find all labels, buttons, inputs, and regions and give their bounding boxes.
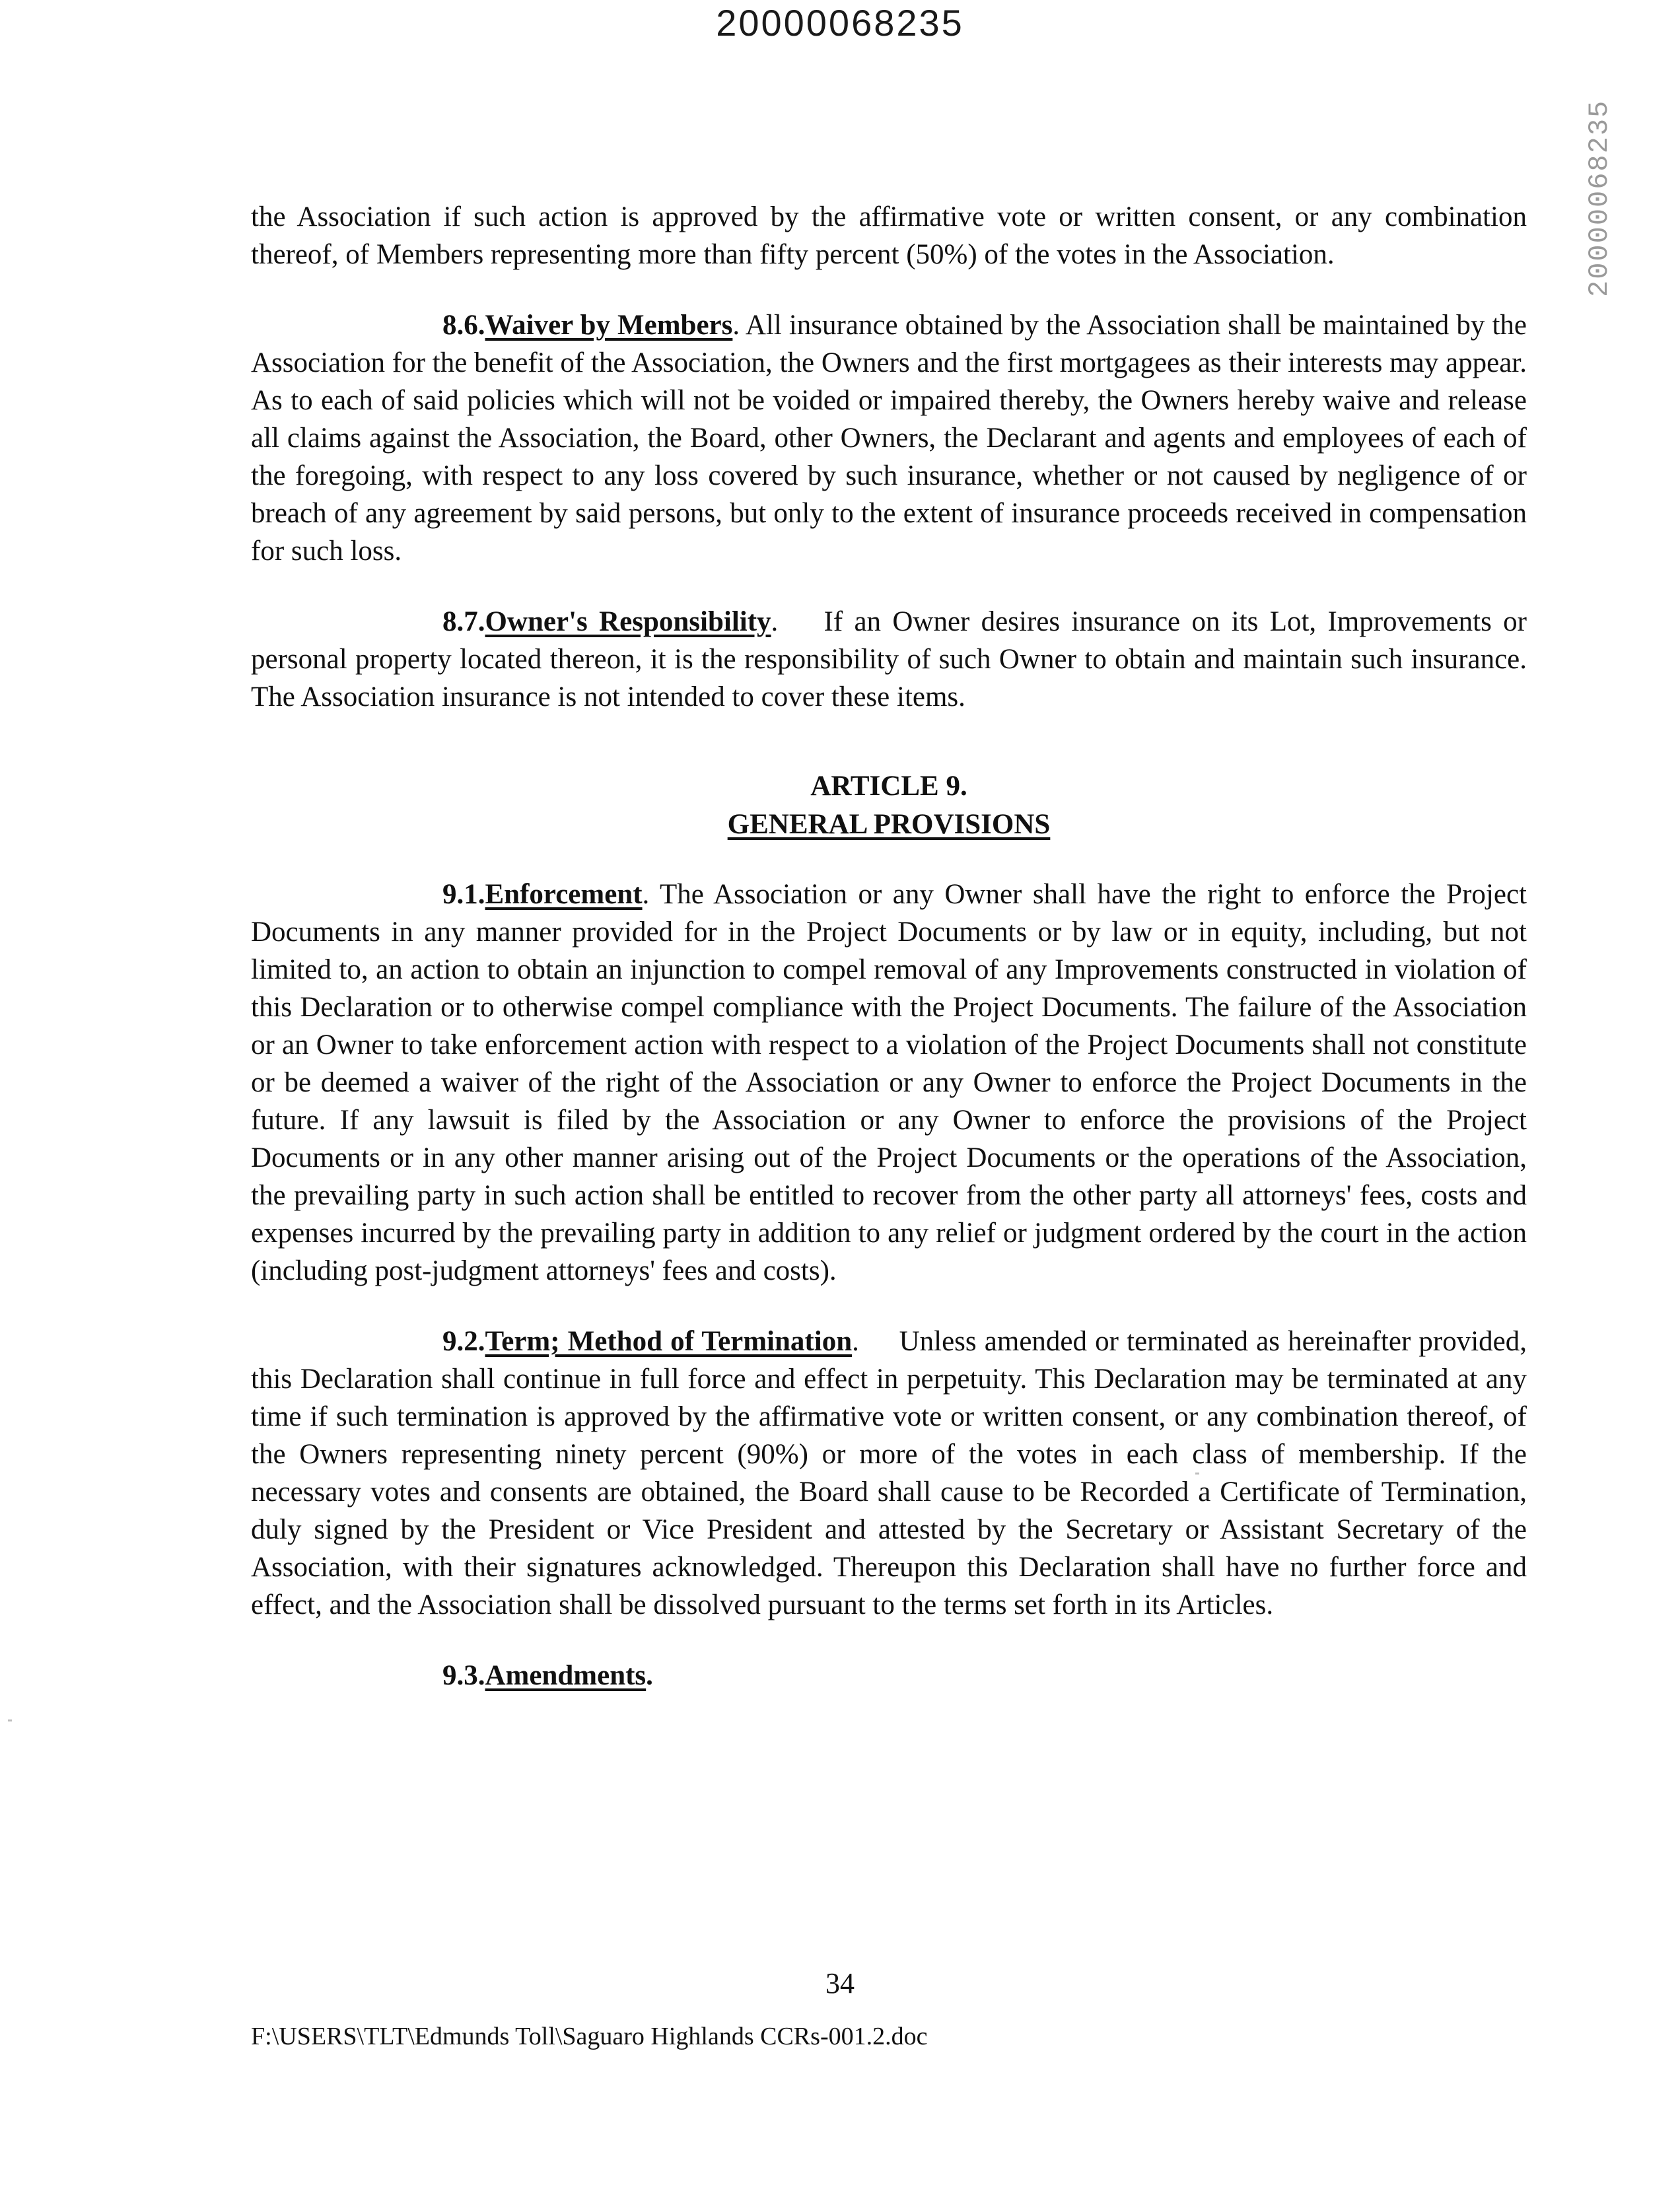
section-body: The Association or any Owner shall have the right to enforce the Project Documents in any manner provided for in the Project Documents or by law or in equity, including, but not limited to, an action to obtain an injunction to compel removal of any Improvements constructed in violation of this Declaration or to otherwise compel compliance with the Project Documents. The failure of the Association or an Owner to take enforcement action with respect to a violation of the Project Documents shall not constitute or be deemed a waiver of the right of the Association or any Owner to enforce the Project Documents in the future. If any lawsuit is filed by the Association or any Owner to enforce the provisions of the Project Documents or in any other manner arising out of the Project Documents or the operations of the Association, the prevailing party in such action shall be entitled to recover from the other party all attorneys' fees, costs and expenses incurred by the prevailing party in addition to any relief or judgment ordered by the court in the action (including post-judgment attorneys' fees and costs). — [251, 879, 1527, 1286]
section-body: All insurance obtained by the Association shall be maintained by the Association for the benefit of the Association, the Owners and the first mortgagees as their interests may appear. As to each of said policies which will not be voided or impaired thereby, the Owners hereby waive and release all claims against the Association, the Board, other Owners, the Declarant and agents and employees of each of the foregoing, with respect to any loss covered by such insurance, whether or not caused by negligence of or breach of any agreement by said persons, but only to the extent of insurance proceeds received in compensation for such loss. — [251, 310, 1527, 567]
intro-paragraph: the Association if such action is approved by the affirmative vote or written consent, or any combination thereof, of Members representing more than fifty percent (50%) of the votes in the Association. — [251, 201, 1527, 270]
footer-file-path: F:\USERS\TLT\Edmunds Toll\Saguaro Highlands CCRs-001.2.doc — [251, 2023, 928, 2050]
section-body: Unless amended or terminated as hereinafter provided, this Declaration shall continue in full force and effect in perpetuity. This Declaration may be terminated at any time if such termination is approved by the affirmative vote or written consent, or any combination thereof, of the Owners representing ninety percent (90%) or more of the votes in each class of membership. If the necessary votes and consents are obtained, the Board shall cause to be Recorded a Certificate of Termination, duly signed by the President or Vice President and attested by the Secretary or Assistant Secretary of the Association, with their signatures acknowledged. Thereupon this Declaration shall have no further force and effect, and the Association shall be dissolved pursuant to the terms set forth in its Articles. — [251, 1326, 1527, 1620]
section-title: Term; Method of Termination — [485, 1326, 853, 1357]
period: . — [646, 1660, 653, 1691]
scan-speck — [1195, 1473, 1199, 1475]
period: . — [642, 879, 660, 910]
section-9-3 — [251, 1657, 1527, 1694]
document-number: 20000068235 — [716, 2, 964, 44]
section-8-7 — [251, 603, 1527, 716]
section-9-2 — [251, 1323, 1527, 1624]
section-9-1 — [251, 876, 1527, 1290]
section-number: 9.3. — [442, 1660, 485, 1691]
section-number: 8.7. — [442, 606, 485, 637]
section-8-6 — [251, 306, 1527, 570]
section-number: 8.6. — [442, 310, 485, 341]
scan-speck — [8, 1719, 12, 1721]
side-stamp: 20000068235 — [1584, 99, 1615, 297]
section-title: Enforcement — [485, 879, 643, 910]
period: . — [852, 1326, 899, 1357]
article-heading — [251, 767, 1527, 844]
period: . — [771, 606, 824, 637]
document-body — [251, 198, 1527, 1727]
section-title: Waiver by Members — [485, 310, 733, 341]
section-body: If an Owner desires insurance on its Lot, Improvements or personal property located thereon, it is the responsibility of such Owner to obtain and maintain such insurance. The Association insurance is not intended to cover these items. — [251, 606, 1527, 712]
period: . — [732, 310, 746, 341]
section-number: 9.1. — [442, 879, 485, 910]
section-number: 9.2. — [442, 1326, 485, 1357]
section-title: Owner's Responsibility — [485, 606, 771, 637]
page-number: 34 — [825, 1967, 855, 1999]
article-number: ARTICLE 9. — [810, 771, 967, 802]
section-title: Amendments — [485, 1660, 647, 1691]
article-title: GENERAL PROVISIONS — [727, 809, 1051, 840]
